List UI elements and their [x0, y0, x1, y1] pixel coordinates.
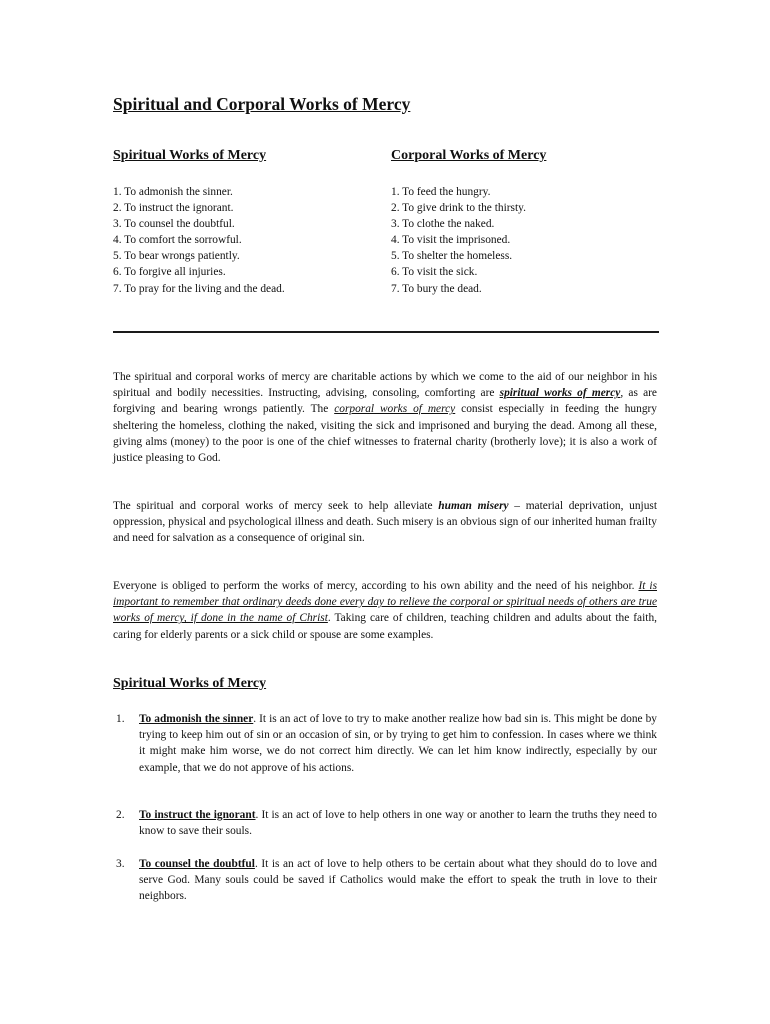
item-term: To admonish the sinner — [139, 713, 254, 725]
paragraph-text: . Taking care of children, teaching children and adults about the faith, caring for elderly parents or a sick child or spouse are some examples. — [113, 612, 657, 641]
paragraph-text: Everyone is obliged to perform the works of mercy, according to his own ability and the need of his neighbor. — [113, 580, 639, 592]
paragraph-text: The spiritual and corporal works of mercy seek to help alleviate — [113, 500, 439, 512]
list-item: 6. To forgive all injuries. — [113, 266, 226, 279]
list-item: 3. To counsel the doubtful. — [113, 218, 235, 231]
emphasis-human-misery: human misery — [438, 500, 509, 512]
emphasis-spiritual-works: spiritual works of mercy — [499, 387, 621, 400]
corporal-column-heading: Corporal Works of Mercy — [391, 148, 547, 163]
item-number: 3. — [116, 858, 125, 870]
emphasis-corporal-works: corporal works of mercy — [334, 403, 456, 416]
item-description: . It is an act of love to help others in one way or another to learn the truths they need to know to save their souls. — [139, 809, 657, 838]
list-item: 4. To comfort the sorrowful. — [113, 234, 242, 247]
item-term: To instruct the ignorant — [139, 809, 256, 821]
paragraph-text: consist especially in feeding the hungry sheltering the homeless, clothing the naked, visiting the sick and imprisoned and burying the dead. Among all these, giving alms (money) to the poor is one of the chief witnesses to fraternal charity (brotherly love); it is also a work of justice pleasing to God. — [113, 403, 658, 465]
item-description: . It is an act of love to help others to be certain about what they should do to love and serve God. Many souls could be saved if Catholics would make the effort to speak the truth in love to their neighbors. — [139, 858, 657, 903]
misery-paragraph — [113, 498, 657, 547]
detail-item-instruct — [113, 807, 657, 839]
list-item: 5. To shelter the homeless. — [391, 250, 513, 263]
paragraph-text: , as are forgiving and bearing wrongs patiently. The — [113, 387, 657, 416]
paragraph-text: – material deprivation, unjust oppression, physical and psychological illness and death. Such misery is an obvious sign of our inherited human frailty and need for salvation as a consequence of original sin. — [113, 500, 657, 545]
list-item: 4. To visit the imprisoned. — [391, 234, 511, 247]
list-item: 2. To instruct the ignorant. — [113, 202, 234, 215]
list-item: 6. To visit the sick. — [391, 266, 478, 279]
item-text — [139, 711, 657, 776]
spiritual-column-heading: Spiritual Works of Mercy — [113, 148, 267, 163]
spiritual-works-list — [113, 184, 285, 297]
emphasis-ordinary-deeds: It is important to remember that ordinary deeds done every day to relieve the corporal or spiritual needs of others are true works of mercy, if done in the name of Christ — [113, 580, 658, 625]
list-item: 3. To clothe the naked. — [391, 218, 495, 231]
intro-paragraph — [113, 369, 657, 466]
section-heading: Spiritual Works of Mercy — [113, 676, 267, 691]
item-text — [139, 856, 657, 905]
list-item: 1. To feed the hungry. — [391, 186, 491, 198]
page-title: Spiritual and Corporal Works of Mercy — [113, 94, 411, 114]
item-number: 1. — [116, 713, 125, 725]
detail-item-admonish — [113, 711, 657, 776]
item-text — [139, 807, 657, 839]
list-item: 7. To bury the dead. — [391, 282, 482, 295]
item-description: . It is an act of love to try to make another realize how bad sin is. This might be done by trying to keep him out of sin or an occasion of sin, or by trying to get him to confession. In cases where we think it might make him worse, we do not correct him directly. We can let him know indirectly, especially by our example, that we do not approve of his actions. — [139, 713, 657, 774]
list-item: 5. To bear wrongs patiently. — [113, 250, 240, 263]
corporal-works-list — [391, 184, 526, 297]
item-number: 2. — [116, 809, 125, 821]
item-term: To counsel the doubtful — [139, 858, 255, 870]
list-item: 1. To admonish the sinner. — [113, 186, 233, 198]
section-divider — [113, 331, 659, 333]
obligation-paragraph — [113, 578, 657, 643]
list-item: 7. To pray for the living and the dead. — [113, 282, 285, 295]
paragraph-text: The spiritual and corporal works of mercy are charitable actions by which we come to the aid of our neighbor in his spiritual and bodily necessities. Instructing, advising, consoling, comforting are — [113, 371, 657, 400]
detail-item-counsel — [113, 856, 657, 905]
list-item: 2. To give drink to the thirsty. — [391, 202, 526, 215]
